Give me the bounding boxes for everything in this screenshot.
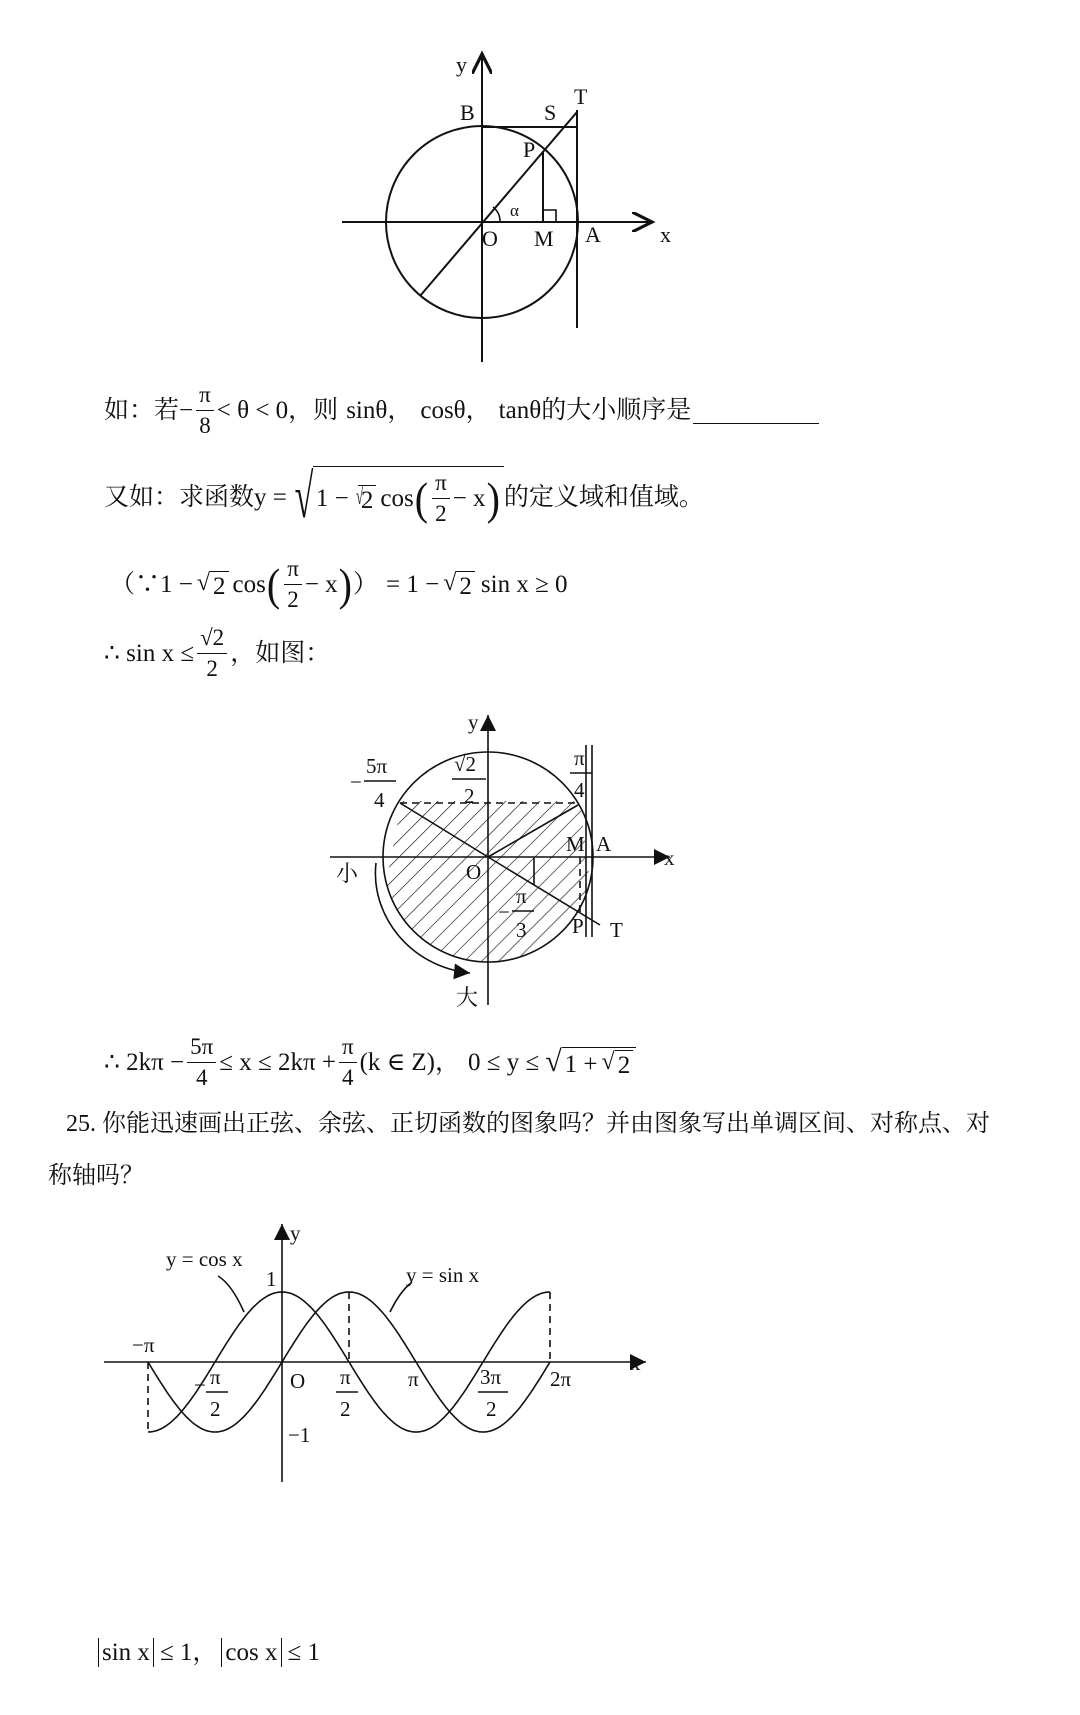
fraction-pi-over-4: $\frac{\pi}{4}$ [339,1034,357,1092]
unit-circle-svg [330,40,700,370]
example-1-line [104,382,819,440]
fraction-root2-over-2: $\frac{√2}{2}$ [197,625,227,683]
label-O-2: O [466,860,482,884]
small-root: √ 2 [353,485,377,513]
label-negpi3-minus: − [498,900,510,924]
example-1-prefix: 如：若 [104,397,180,425]
example-2-line [104,463,704,531]
label-T-2: T [610,918,623,942]
abs-cos: cos x [221,1638,281,1667]
range-root: √ 1 + √ 2 [545,1047,636,1078]
root-inner-b: − x [452,485,486,512]
condition-mid: − x [304,571,338,599]
fraction-numerator: π [196,382,214,411]
therefore-sin-line [104,625,330,683]
label-pi: π [408,1367,419,1391]
label-root2-den: 2 [464,784,475,808]
label-M: M [534,226,554,251]
label-neg-one: −1 [288,1423,311,1447]
label-S: S [544,100,557,125]
label-neg-pi2-num: π [210,1365,221,1389]
shaded-region [370,801,600,965]
label-pi2-den: 2 [340,1397,351,1421]
solution-mid: ≤ x ≤ 2kπ + [219,1049,336,1077]
right-angle-mark [543,210,556,222]
label-A-2: A [596,832,612,856]
label-pi4-den: 4 [574,778,585,802]
therefore-sin-suffix: ，如图： [230,640,331,668]
therefore-sin-prefix: ∴ sin x ≤ [104,640,195,668]
cos-curve-label: y = cos x [166,1247,243,1271]
example-2-prefix: 又如：求函数y = [104,483,287,511]
label-3pi2-num: 3π [480,1365,502,1389]
label-y: y [456,52,467,77]
label-neg-5pi4-minus: − [350,770,362,794]
label-x-3: x [630,1351,641,1375]
fraction-pi-over-2: $\frac{\pi}{2}$ [432,470,450,528]
label-neg-5pi4-den: 4 [374,788,385,812]
abs-sin: sin x [98,1638,154,1667]
label-neg-pi2-minus: − [194,1373,206,1397]
answer-blank [693,397,819,424]
unit-circle-figure [330,40,700,370]
fraction-pi-over-8 [196,382,214,440]
fraction-5pi-over-4: $\frac{5\pi}{4}$ [187,1034,216,1092]
solution-prefix: ∴ 2kπ − [104,1049,185,1077]
label-negpi3-num: π [516,884,527,908]
example-1-tan: tanθ [498,397,542,425]
example-1-sin: sinθ， [346,397,413,425]
bound-le-1: ≤ 1， [159,1639,218,1666]
label-neg-pi: −π [132,1333,155,1357]
cos-text-2: cos [232,571,266,599]
bound-le-1b: ≤ 1 [287,1639,320,1666]
condition-open: （∵1 − [110,571,193,599]
solution-line [104,1034,636,1092]
label-pi2-num: π [340,1365,351,1389]
root-2-b: √ 2 [443,571,475,599]
cos-text: cos [380,485,414,512]
label-3pi2-den: 2 [486,1397,497,1421]
label-2pi: 2π [550,1367,572,1391]
example-1-relation: < θ < 0，则 [216,397,339,425]
condition-close: ） [353,571,379,599]
label-root2-num: √2 [454,752,477,776]
label-alpha: α [510,201,519,220]
sin-cos-graph-svg [100,1220,660,1490]
root-2: √ 2 [197,571,229,599]
example-1-minus: − [179,397,194,425]
sin-curve-label: y = sin x [406,1263,480,1287]
label-y-2: y [468,710,479,734]
fraction-denominator: 8 [199,413,211,439]
label-neg-5pi4-num: 5π [366,754,388,778]
label-A: A [585,222,601,247]
bound-line [98,1638,320,1667]
label-M-2: M [566,832,585,856]
label-x-2: x [664,846,675,870]
big-root: √ 1 − √ 2 cos ( $\frac{\pi}{2}$ − x ) [287,466,504,528]
label-B: B [460,100,475,125]
label-T: T [574,84,588,109]
fraction-pi-over-2-b: $\frac{\pi}{2}$ [284,556,302,614]
label-pi4-num: π [574,746,585,770]
sin-cos-graph-figure [100,1220,660,1490]
label-O-3: O [290,1369,306,1393]
condition-line: （∵1 − √ 2 cos ( $\frac{\pi}{2}$ − x ) ） = 1 − √ 2 sin x ≥ 0 [110,556,568,613]
label-negpi3-den: 3 [516,918,527,942]
shaded-circle-figure [330,705,710,1015]
shaded-circle-svg [330,705,710,1015]
root-inner-a: 1 − [315,485,349,512]
question-25-line-1: 25. 你能迅速画出正弦、余弦、正切函数的图象吗？并由图象写出单调区间、对称点、对 [66,1111,990,1137]
label-P: P [523,137,536,162]
terminal-side [420,112,577,296]
label-neg-pi2-den: 2 [210,1397,221,1421]
label-small: 小 [336,861,359,886]
label-y-3: y [290,1221,301,1245]
solution-range: 0 ≤ y ≤ [468,1049,540,1077]
condition-eq: = 1 − [386,571,440,599]
label-big: 大 [456,985,479,1010]
small-root-value: 2 [358,485,377,513]
cos-label-pointer [218,1276,244,1312]
label-P-2: P [572,914,584,938]
condition-tail: sin x ≥ 0 [480,571,568,599]
solution-kz: (k ∈ Z)， [359,1049,460,1077]
label-x: x [660,222,671,247]
example-2-suffix: 的定义域和值域。 [503,483,704,511]
label-one: 1 [266,1267,277,1291]
label-O: O [482,226,498,251]
example-1-suffix: 的大小顺序是 [541,397,692,425]
example-1-cos: cosθ， [420,397,491,425]
question-25-line-2: 称轴吗？ [48,1163,144,1189]
